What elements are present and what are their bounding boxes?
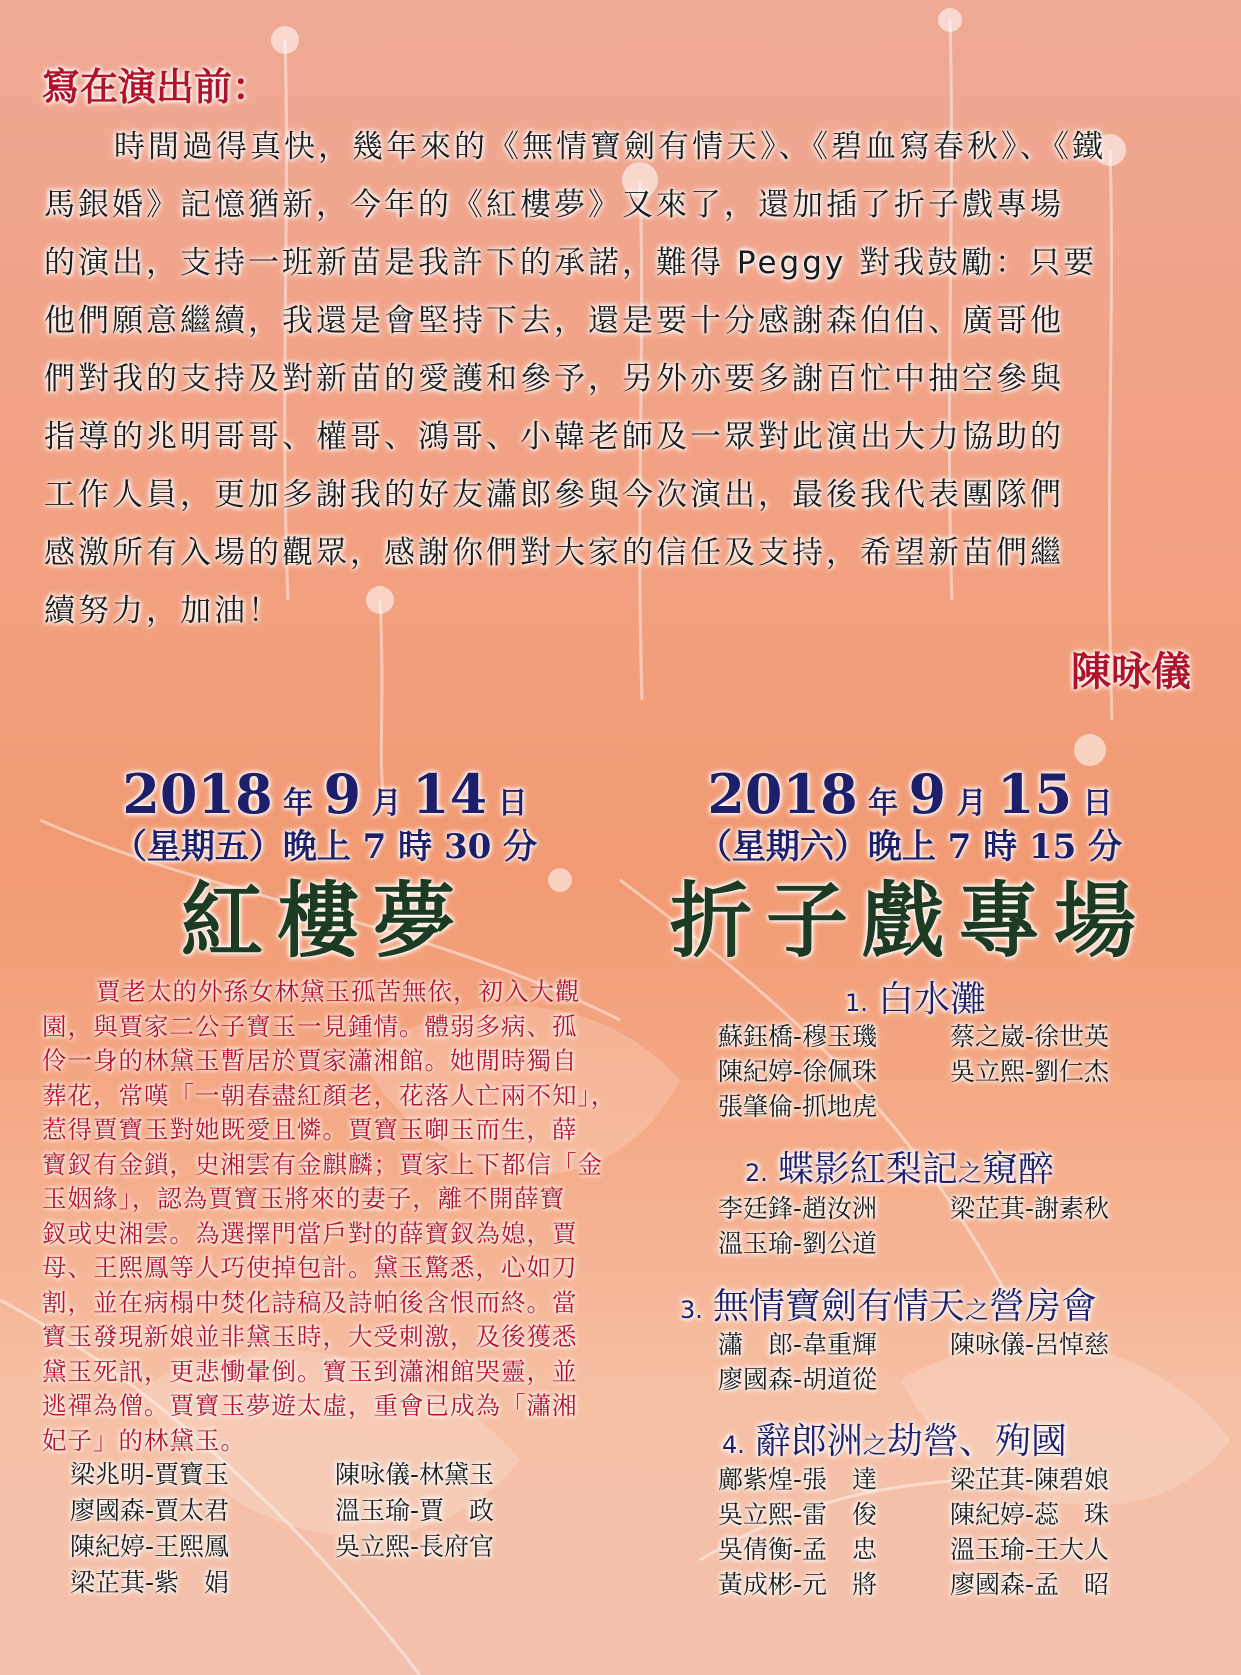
cast-separator: - bbox=[410, 1496, 420, 1525]
cast-actor: 梁芷萁 bbox=[70, 1568, 146, 1597]
cast-separator: - bbox=[793, 1092, 803, 1121]
cast-actor: 吳倩衡 bbox=[718, 1535, 794, 1564]
preface-line: 工作人員，更加多謝我的好友瀟郎參與今次演出，最後我代表團隊們 bbox=[44, 477, 1064, 513]
show-1-cast-entry bbox=[70, 1494, 229, 1528]
cast-separator: - bbox=[1025, 1194, 1035, 1223]
cast-actor: 吳立熙 bbox=[718, 1500, 794, 1529]
program-4-cast-entry bbox=[718, 1463, 877, 1497]
cast-actor: 李廷鋒 bbox=[718, 1194, 794, 1223]
cast-role: 賈太君 bbox=[154, 1496, 230, 1525]
program-2-title bbox=[745, 1148, 1054, 1195]
show-2-year: 2018 bbox=[707, 762, 858, 826]
cast-role: 劉仁杰 bbox=[1034, 1057, 1110, 1086]
synopsis-line: 釵或史湘雲。為選擇門當戶對的薛寶釵為媳，賈 bbox=[42, 1218, 578, 1248]
program-2-cast-entry bbox=[718, 1227, 877, 1261]
synopsis-line: 寶玉發現新娘並非黛玉時，大受刺激，及後獲悉 bbox=[42, 1322, 578, 1351]
program-4-cast-entry bbox=[950, 1498, 1109, 1532]
preface-line: 的演出，支持一班新苗是我許下的承諾，難得 Peggy 對我鼓勵：只要 bbox=[44, 245, 1098, 281]
cast-separator: - bbox=[793, 1194, 803, 1223]
signature: 陳咏儀 bbox=[1071, 648, 1191, 695]
cast-actor: 溫玉瑜 bbox=[950, 1535, 1026, 1564]
cast-role: 陳碧娘 bbox=[1034, 1465, 1110, 1494]
cast-role: 趙汝洲 bbox=[802, 1194, 878, 1223]
cast-actor: 鄺紫煌 bbox=[718, 1465, 794, 1494]
show-1-cast-entry bbox=[70, 1566, 229, 1600]
show-1-month: 9 bbox=[323, 762, 362, 826]
cast-role: 長府官 bbox=[419, 1532, 495, 1561]
synopsis-line: 黛玉死訊，更悲慟暈倒。寶玉到瀟湘館哭靈，並 bbox=[42, 1356, 578, 1386]
cast-separator: - bbox=[145, 1460, 155, 1489]
preface-line: 他們願意繼續，我還是會堅持下去，還是要十分感謝森伯伯、廣哥他 bbox=[44, 303, 1064, 339]
cast-separator: - bbox=[410, 1532, 420, 1561]
preface-heading: 寫在演出前： bbox=[42, 64, 271, 109]
synopsis-line: 割，並在病榻中焚化詩稿及詩帕後含恨而終。當 bbox=[42, 1287, 578, 1317]
program-3-cast-entry bbox=[718, 1328, 877, 1362]
synopsis-line: 惹得賈寶玉對她既愛且憐。賈寶玉啣玉而生，薛 bbox=[42, 1115, 578, 1144]
preface-line: 時間過得真快，幾年來的《無情寶劍有情天》、《碧血寫春秋》、《鐵 bbox=[114, 129, 1106, 165]
cast-actor: 吳立熙 bbox=[950, 1057, 1026, 1086]
cast-actor: 溫玉瑜 bbox=[718, 1229, 794, 1258]
program-4-cast-entry bbox=[718, 1533, 877, 1567]
cast-actor: 廖國森 bbox=[718, 1365, 794, 1394]
cast-actor: 張肇倫 bbox=[718, 1092, 794, 1121]
preface-line: 續努力，加油！ bbox=[44, 593, 282, 629]
program-1-cast-entry bbox=[718, 1020, 877, 1054]
program-3-title bbox=[680, 1285, 1097, 1332]
show-1-time: （星期五）晚上 7 時 30 分 bbox=[112, 827, 538, 867]
synopsis-line: 妃子」的林黛玉。 bbox=[42, 1425, 246, 1455]
cast-role: 王熙鳳 bbox=[154, 1532, 230, 1561]
show-2-date bbox=[630, 762, 1190, 826]
program-2-cast-entry bbox=[718, 1192, 877, 1226]
program-number: 3. bbox=[680, 1296, 703, 1324]
show-1-synopsis bbox=[42, 975, 642, 1458]
cast-role: 劉公道 bbox=[802, 1229, 878, 1258]
cast-separator: - bbox=[1025, 1535, 1035, 1564]
program-subtitle-prefix: 之 bbox=[862, 1431, 887, 1459]
cast-role: 王大人 bbox=[1034, 1535, 1110, 1564]
cast-separator: - bbox=[793, 1229, 803, 1258]
program-4-title bbox=[722, 1420, 1067, 1467]
cast-separator: - bbox=[793, 1057, 803, 1086]
month-char: 月 bbox=[371, 786, 402, 821]
cast-separator: - bbox=[793, 1465, 803, 1494]
cast-actor: 梁芷萁 bbox=[950, 1194, 1026, 1223]
synopsis-line: 寶釵有金鎖，史湘雲有金麒麟；賈家上下都信「金 bbox=[42, 1149, 603, 1179]
day-char: 日 bbox=[1082, 786, 1113, 821]
synopsis-line: 園，與賈家二公子寶玉一見鍾情。體弱多病、孤 bbox=[42, 1011, 578, 1041]
cast-separator: - bbox=[1025, 1022, 1035, 1051]
cast-role: 元 將 bbox=[802, 1570, 878, 1599]
synopsis-line: 伶一身的林黛玉暫居於賈家瀟湘館。她閒時獨自 bbox=[42, 1046, 578, 1075]
program-4-cast-entry bbox=[950, 1533, 1109, 1567]
show-1-cast-entry bbox=[70, 1458, 229, 1492]
cast-role: 賈 政 bbox=[419, 1496, 495, 1525]
show-2-header bbox=[630, 762, 1190, 971]
show-1-year: 2018 bbox=[122, 762, 273, 826]
cast-actor: 梁芷萁 bbox=[950, 1465, 1026, 1494]
program-3-cast-entry bbox=[718, 1363, 877, 1397]
cast-role: 孟 忠 bbox=[802, 1535, 878, 1564]
cast-separator: - bbox=[793, 1330, 803, 1359]
year-char: 年 bbox=[868, 786, 899, 821]
program-4-cast-entry bbox=[718, 1498, 877, 1532]
cast-role: 蕊 珠 bbox=[1034, 1500, 1110, 1529]
show-1-cast-entry bbox=[335, 1458, 494, 1492]
cast-role: 紫 娟 bbox=[154, 1568, 230, 1597]
cast-role: 穆玉璣 bbox=[802, 1022, 878, 1051]
cast-actor: 瀟 郎 bbox=[718, 1330, 794, 1359]
cast-role: 張 達 bbox=[802, 1465, 878, 1494]
cast-actor: 黃成彬 bbox=[718, 1570, 794, 1599]
preface-line: 們對我的支持及對新苗的愛護和參予，另外亦要多謝百忙中抽空參與 bbox=[44, 361, 1064, 397]
cast-actor: 陳咏儀 bbox=[950, 1330, 1026, 1359]
show-2-time: （星期六）晚上 7 時 15 分 bbox=[697, 827, 1123, 867]
cast-separator: - bbox=[1025, 1570, 1035, 1599]
cast-separator: - bbox=[145, 1496, 155, 1525]
cast-actor: 廖國森 bbox=[70, 1496, 146, 1525]
show-1-header bbox=[45, 762, 605, 971]
show-1-cast-entry bbox=[335, 1530, 494, 1564]
cast-separator: - bbox=[145, 1568, 155, 1597]
program-4-cast-entry bbox=[718, 1568, 877, 1602]
cast-actor: 蔡之崴 bbox=[950, 1022, 1026, 1051]
program-name: 白水灘 bbox=[877, 979, 986, 1020]
preface-body bbox=[44, 118, 1204, 640]
cast-actor: 陳咏儀 bbox=[335, 1460, 411, 1489]
cast-actor: 吳立熙 bbox=[335, 1532, 411, 1561]
cast-role: 徐世英 bbox=[1034, 1022, 1110, 1051]
show-1-day: 14 bbox=[412, 762, 488, 826]
cast-separator: - bbox=[410, 1460, 420, 1489]
cast-separator: - bbox=[793, 1365, 803, 1394]
cast-actor: 蘇鈺橋 bbox=[718, 1022, 794, 1051]
program-subtitle: 營房會 bbox=[988, 1286, 1097, 1327]
cast-role: 胡道從 bbox=[802, 1365, 878, 1394]
synopsis-line: 逃禪為僧。賈寶玉夢遊太虛，重會已成為「瀟湘 bbox=[42, 1391, 578, 1420]
show-1-cast-entry bbox=[335, 1494, 494, 1528]
program-subtitle-prefix: 之 bbox=[964, 1296, 989, 1324]
cast-role: 謝素秋 bbox=[1034, 1194, 1110, 1223]
synopsis-line: 賈老太的外孫女林黛玉孤苦無依，初入大觀 bbox=[96, 977, 581, 1006]
program-3-cast-entry bbox=[950, 1328, 1109, 1362]
program-subtitle: 劫營、殉國 bbox=[886, 1421, 1067, 1462]
cast-separator: - bbox=[793, 1022, 803, 1051]
show-1-cast-entry bbox=[70, 1530, 229, 1564]
program-subtitle-prefix: 之 bbox=[957, 1159, 982, 1187]
cast-actor: 梁兆明 bbox=[70, 1460, 146, 1489]
month-char: 月 bbox=[956, 786, 987, 821]
program-1-cast-entry bbox=[718, 1090, 877, 1124]
program-1-cast-entry bbox=[950, 1055, 1109, 1089]
preface-line: 指導的兆明哥哥、權哥、鴻哥、小韓老師及一眾對此演出大力協助的 bbox=[44, 419, 1064, 455]
program-subtitle: 窺醉 bbox=[981, 1149, 1054, 1190]
program-1-cast-entry bbox=[718, 1055, 877, 1089]
program-4-cast-entry bbox=[950, 1568, 1109, 1602]
cast-separator: - bbox=[1025, 1330, 1035, 1359]
program-name: 蝶影紅梨記 bbox=[777, 1149, 958, 1190]
cast-actor: 陳紀婷 bbox=[950, 1500, 1026, 1529]
preface-line: 感激所有入場的觀眾，感謝你們對大家的信任及支持，希望新苗們繼 bbox=[44, 535, 1064, 571]
cast-role: 韋重輝 bbox=[802, 1330, 878, 1359]
cast-actor: 溫玉瑜 bbox=[335, 1496, 411, 1525]
synopsis-line: 母、王熙鳳等人巧使掉包計。黛玉驚悉，心如刀 bbox=[42, 1253, 578, 1282]
program-1-title bbox=[845, 978, 986, 1025]
show-1-title: 紅樓夢 bbox=[180, 873, 469, 969]
cast-role: 徐佩珠 bbox=[802, 1057, 878, 1086]
cast-separator: - bbox=[145, 1532, 155, 1561]
program-name: 辭郎洲 bbox=[754, 1421, 863, 1462]
program-4-cast-entry bbox=[950, 1463, 1109, 1497]
cast-separator: - bbox=[793, 1570, 803, 1599]
cast-role: 賈寶玉 bbox=[154, 1460, 230, 1489]
cast-actor: 陳紀婷 bbox=[70, 1532, 146, 1561]
cast-separator: - bbox=[1025, 1057, 1035, 1086]
cast-role: 抓地虎 bbox=[802, 1092, 878, 1121]
cast-separator: - bbox=[1025, 1465, 1035, 1494]
program-number: 4. bbox=[722, 1431, 745, 1459]
synopsis-line: 葬花，常嘆「一朝春盡紅顏老，花落人亡兩不知」， bbox=[42, 1080, 617, 1110]
cast-role: 雷 俊 bbox=[802, 1500, 878, 1529]
cast-actor: 陳紀婷 bbox=[718, 1057, 794, 1086]
cast-actor: 廖國森 bbox=[950, 1570, 1026, 1599]
show-1-date bbox=[45, 762, 605, 826]
cast-role: 林黛玉 bbox=[419, 1460, 495, 1489]
cast-role: 孟 昭 bbox=[1034, 1570, 1110, 1599]
program-1-cast-entry bbox=[950, 1020, 1109, 1054]
cast-separator: - bbox=[1025, 1500, 1035, 1529]
cast-separator: - bbox=[793, 1500, 803, 1529]
cast-separator: - bbox=[793, 1535, 803, 1564]
show-2-month: 9 bbox=[908, 762, 947, 826]
program-number: 1. bbox=[845, 989, 868, 1017]
show-2-day: 15 bbox=[997, 762, 1073, 826]
year-char: 年 bbox=[283, 786, 314, 821]
cast-role: 呂悼慈 bbox=[1034, 1330, 1110, 1359]
program-number: 2. bbox=[745, 1159, 768, 1187]
synopsis-line: 玉姻緣」，認為賈寶玉將來的妻子，離不開薛寶 bbox=[42, 1184, 566, 1213]
preface-line: 馬銀婚》記憶猶新，今年的《紅樓夢》又來了，還加插了折子戲專場 bbox=[44, 187, 1064, 223]
program-name: 無情寶劍有情天 bbox=[712, 1286, 965, 1327]
program-2-cast-entry bbox=[950, 1192, 1109, 1226]
day-char: 日 bbox=[497, 786, 528, 821]
show-2-title: 折子戲專場 bbox=[669, 873, 1150, 969]
